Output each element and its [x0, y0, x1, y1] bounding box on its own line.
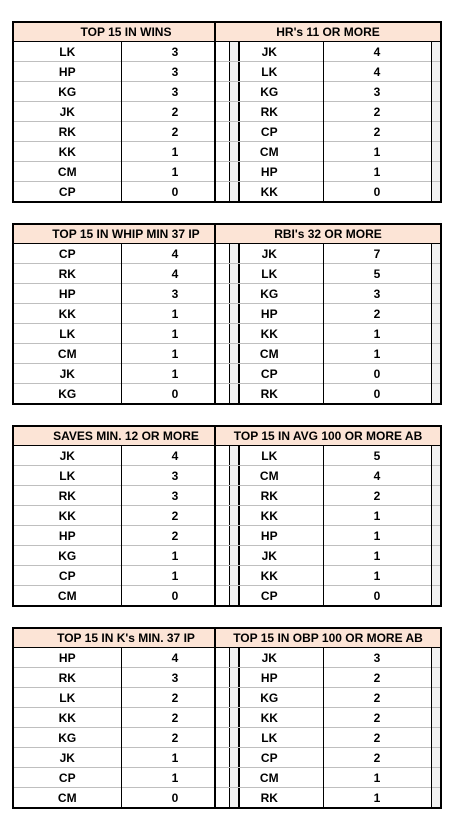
player-cell: HP: [215, 668, 323, 688]
player-cell: KG: [13, 82, 121, 102]
player-cell: CM: [215, 466, 323, 486]
player-cell: JK: [13, 748, 121, 768]
table-row: [215, 648, 441, 668]
table-row: [13, 768, 239, 788]
table-wins: [12, 21, 240, 203]
table-row: [13, 102, 239, 122]
points-cell: 2: [121, 708, 229, 728]
table-row: [215, 182, 441, 203]
player-cell: CP: [215, 364, 323, 384]
player-cell: KK: [13, 506, 121, 526]
player-cell: KG: [13, 546, 121, 566]
points-cell: 2: [323, 748, 431, 768]
spacer-cell: [431, 244, 441, 264]
points-cell: 1: [323, 506, 431, 526]
player-cell: RK: [215, 102, 323, 122]
table-title: TOP 15 IN OBP 100 OR MORE AB: [215, 628, 441, 648]
points-cell: 2: [121, 688, 229, 708]
player-cell: HP: [13, 648, 121, 668]
player-cell: KK: [215, 566, 323, 586]
table-row: [13, 788, 239, 809]
points-cell: 0: [121, 182, 229, 203]
table-title: TOP 15 IN WHIP MIN 37 IP: [13, 224, 239, 244]
points-cell: 1: [121, 768, 229, 788]
points-cell: 0: [121, 586, 229, 607]
table-hrs: [214, 21, 442, 203]
player-cell: JK: [215, 648, 323, 668]
spacer-cell: [431, 728, 441, 748]
player-cell: CP: [13, 566, 121, 586]
points-cell: 1: [121, 748, 229, 768]
table-title: TOP 15 IN WINS: [13, 22, 239, 42]
player-cell: LK: [13, 688, 121, 708]
table-row: [215, 42, 441, 62]
spacer-cell: [431, 566, 441, 586]
table-title: RBI's 32 OR MORE: [215, 224, 441, 244]
table-row: [215, 384, 441, 405]
table-row: [215, 586, 441, 607]
points-cell: 3: [323, 284, 431, 304]
table-ks: [12, 627, 240, 809]
table-row: [13, 566, 239, 586]
player-cell: KK: [13, 142, 121, 162]
player-cell: KG: [215, 284, 323, 304]
points-cell: 2: [323, 708, 431, 728]
spacer-cell: [431, 546, 441, 566]
points-cell: 2: [323, 102, 431, 122]
table-saves: [12, 425, 240, 607]
table-row: [13, 486, 239, 506]
points-cell: 0: [121, 788, 229, 809]
points-cell: 0: [323, 182, 431, 203]
table-row: [13, 506, 239, 526]
points-cell: 1: [121, 142, 229, 162]
player-cell: CM: [215, 768, 323, 788]
table-row: [215, 162, 441, 182]
player-cell: LK: [13, 324, 121, 344]
table-row: [215, 466, 441, 486]
spacer-cell: [431, 142, 441, 162]
points-cell: 4: [121, 648, 229, 668]
points-cell: 1: [323, 546, 431, 566]
table-row: [13, 384, 239, 405]
player-cell: RK: [215, 384, 323, 405]
table-row: [13, 688, 239, 708]
table-obp: [214, 627, 442, 809]
points-cell: 1: [323, 566, 431, 586]
player-cell: JK: [13, 446, 121, 466]
points-cell: 3: [323, 648, 431, 668]
table-row: [13, 42, 239, 62]
table-row: [13, 162, 239, 182]
table-row: [215, 688, 441, 708]
spacer-cell: [431, 748, 441, 768]
table-row: [215, 122, 441, 142]
player-cell: RK: [13, 122, 121, 142]
table-row: [13, 668, 239, 688]
table-row: [13, 344, 239, 364]
points-cell: 0: [323, 384, 431, 405]
points-cell: 1: [323, 142, 431, 162]
table-row: [215, 82, 441, 102]
points-cell: 3: [121, 466, 229, 486]
player-cell: KK: [215, 708, 323, 728]
player-cell: KK: [13, 708, 121, 728]
points-cell: 2: [121, 122, 229, 142]
spacer-cell: [431, 688, 441, 708]
points-cell: 2: [323, 122, 431, 142]
player-cell: RK: [13, 264, 121, 284]
points-cell: 1: [121, 162, 229, 182]
points-cell: 4: [121, 244, 229, 264]
spacer-cell: [431, 466, 441, 486]
player-cell: KK: [215, 324, 323, 344]
table-row: [13, 122, 239, 142]
table-row: [13, 526, 239, 546]
spacer-cell: [431, 526, 441, 546]
table-row: [215, 788, 441, 809]
spacer-cell: [431, 648, 441, 668]
table-row: [215, 708, 441, 728]
table-row: [13, 304, 239, 324]
player-cell: KG: [215, 688, 323, 708]
table-row: [215, 304, 441, 324]
points-cell: 3: [121, 284, 229, 304]
points-cell: 1: [121, 324, 229, 344]
player-cell: CP: [215, 748, 323, 768]
table-row: [13, 586, 239, 607]
player-cell: LK: [13, 42, 121, 62]
table-row: [215, 364, 441, 384]
player-cell: HP: [215, 162, 323, 182]
points-cell: 1: [323, 788, 431, 809]
points-cell: 1: [323, 324, 431, 344]
spacer-cell: [431, 384, 441, 405]
player-cell: JK: [215, 42, 323, 62]
table-row: [13, 142, 239, 162]
player-cell: RK: [215, 788, 323, 809]
player-cell: CP: [13, 768, 121, 788]
spacer-cell: [431, 284, 441, 304]
table-row: [215, 546, 441, 566]
spacer-cell: [431, 668, 441, 688]
points-cell: 1: [323, 344, 431, 364]
player-cell: CP: [215, 122, 323, 142]
points-cell: 1: [121, 546, 229, 566]
table-whip: [12, 223, 240, 405]
points-cell: 0: [121, 384, 229, 405]
table-row: [13, 182, 239, 203]
player-cell: CP: [13, 244, 121, 264]
player-cell: CM: [215, 142, 323, 162]
spacer-cell: [431, 768, 441, 788]
player-cell: KG: [13, 384, 121, 405]
player-cell: CM: [13, 162, 121, 182]
points-cell: 2: [121, 506, 229, 526]
table-row: [13, 546, 239, 566]
player-cell: CP: [215, 586, 323, 607]
points-cell: 5: [323, 446, 431, 466]
points-cell: 0: [323, 364, 431, 384]
player-cell: JK: [215, 546, 323, 566]
player-cell: JK: [13, 364, 121, 384]
table-row: [13, 264, 239, 284]
table-title: TOP 15 IN AVG 100 OR MORE AB: [215, 426, 441, 446]
points-cell: 3: [121, 82, 229, 102]
spacer-cell: [431, 324, 441, 344]
table-row: [215, 142, 441, 162]
table-title: SAVES MIN. 12 OR MORE: [13, 426, 239, 446]
table-row: [215, 728, 441, 748]
player-cell: JK: [13, 102, 121, 122]
player-cell: HP: [215, 526, 323, 546]
points-cell: 4: [323, 62, 431, 82]
spacer-cell: [431, 446, 441, 466]
points-cell: 2: [323, 304, 431, 324]
player-cell: RK: [215, 486, 323, 506]
table-row: [13, 708, 239, 728]
spacer-cell: [431, 264, 441, 284]
table-row: [215, 324, 441, 344]
table-row: [215, 62, 441, 82]
table-row: [13, 82, 239, 102]
spacer-cell: [431, 344, 441, 364]
table-title: TOP 15 IN K's MIN. 37 IP: [13, 628, 239, 648]
points-cell: 1: [323, 162, 431, 182]
player-cell: HP: [13, 526, 121, 546]
table-rbis: [214, 223, 442, 405]
points-cell: 2: [323, 688, 431, 708]
points-cell: 2: [323, 668, 431, 688]
points-cell: 2: [323, 728, 431, 748]
table-row: [13, 244, 239, 264]
spacer-cell: [431, 788, 441, 809]
table-row: [215, 748, 441, 768]
player-cell: HP: [13, 284, 121, 304]
points-cell: 3: [121, 42, 229, 62]
player-cell: KG: [13, 728, 121, 748]
table-row: [215, 244, 441, 264]
player-cell: RK: [13, 668, 121, 688]
table-row: [13, 364, 239, 384]
points-cell: 1: [121, 344, 229, 364]
points-cell: 3: [121, 62, 229, 82]
points-cell: 4: [121, 264, 229, 284]
spacer-cell: [431, 62, 441, 82]
table-row: [13, 748, 239, 768]
points-cell: 2: [121, 728, 229, 748]
points-cell: 2: [121, 102, 229, 122]
player-cell: LK: [13, 466, 121, 486]
spacer-cell: [431, 708, 441, 728]
points-cell: 0: [323, 586, 431, 607]
player-cell: LK: [215, 728, 323, 748]
points-cell: 3: [323, 82, 431, 102]
table-avg: [214, 425, 442, 607]
player-cell: LK: [215, 62, 323, 82]
player-cell: JK: [215, 244, 323, 264]
points-cell: 1: [121, 364, 229, 384]
table-row: [215, 506, 441, 526]
points-cell: 1: [323, 768, 431, 788]
player-cell: LK: [215, 446, 323, 466]
spacer-cell: [431, 304, 441, 324]
player-cell: KK: [13, 304, 121, 324]
points-cell: 1: [121, 566, 229, 586]
points-cell: 3: [121, 668, 229, 688]
table-row: [215, 768, 441, 788]
player-cell: CM: [13, 344, 121, 364]
table-row: [215, 668, 441, 688]
table-title: HR's 11 OR MORE: [215, 22, 441, 42]
points-cell: 5: [323, 264, 431, 284]
table-row: [215, 264, 441, 284]
table-row: [215, 284, 441, 304]
table-row: [215, 486, 441, 506]
player-cell: LK: [215, 264, 323, 284]
points-cell: 4: [323, 466, 431, 486]
table-row: [13, 466, 239, 486]
player-cell: KG: [215, 82, 323, 102]
table-row: [13, 648, 239, 668]
points-cell: 7: [323, 244, 431, 264]
player-cell: CM: [215, 344, 323, 364]
player-cell: KK: [215, 182, 323, 203]
points-cell: 4: [323, 42, 431, 62]
table-row: [215, 344, 441, 364]
spacer-cell: [431, 364, 441, 384]
table-row: [13, 62, 239, 82]
spacer-cell: [431, 162, 441, 182]
player-cell: HP: [215, 304, 323, 324]
spacer-cell: [431, 586, 441, 607]
points-cell: 1: [121, 304, 229, 324]
table-row: [215, 566, 441, 586]
spacer-cell: [431, 122, 441, 142]
player-cell: KK: [215, 506, 323, 526]
player-cell: CM: [13, 586, 121, 607]
table-row: [13, 324, 239, 344]
spacer-cell: [431, 102, 441, 122]
points-cell: 1: [323, 526, 431, 546]
player-cell: HP: [13, 62, 121, 82]
table-row: [215, 102, 441, 122]
points-cell: 3: [121, 486, 229, 506]
table-row: [13, 728, 239, 748]
table-row: [215, 526, 441, 546]
player-cell: CP: [13, 182, 121, 203]
spacer-cell: [431, 82, 441, 102]
spacer-cell: [431, 506, 441, 526]
player-cell: CM: [13, 788, 121, 809]
spacer-cell: [431, 42, 441, 62]
points-cell: 4: [121, 446, 229, 466]
player-cell: RK: [13, 486, 121, 506]
table-row: [13, 446, 239, 466]
points-cell: 2: [121, 526, 229, 546]
spacer-cell: [431, 486, 441, 506]
table-row: [215, 446, 441, 466]
table-row: [13, 284, 239, 304]
points-cell: 2: [323, 486, 431, 506]
spacer-cell: [431, 182, 441, 203]
